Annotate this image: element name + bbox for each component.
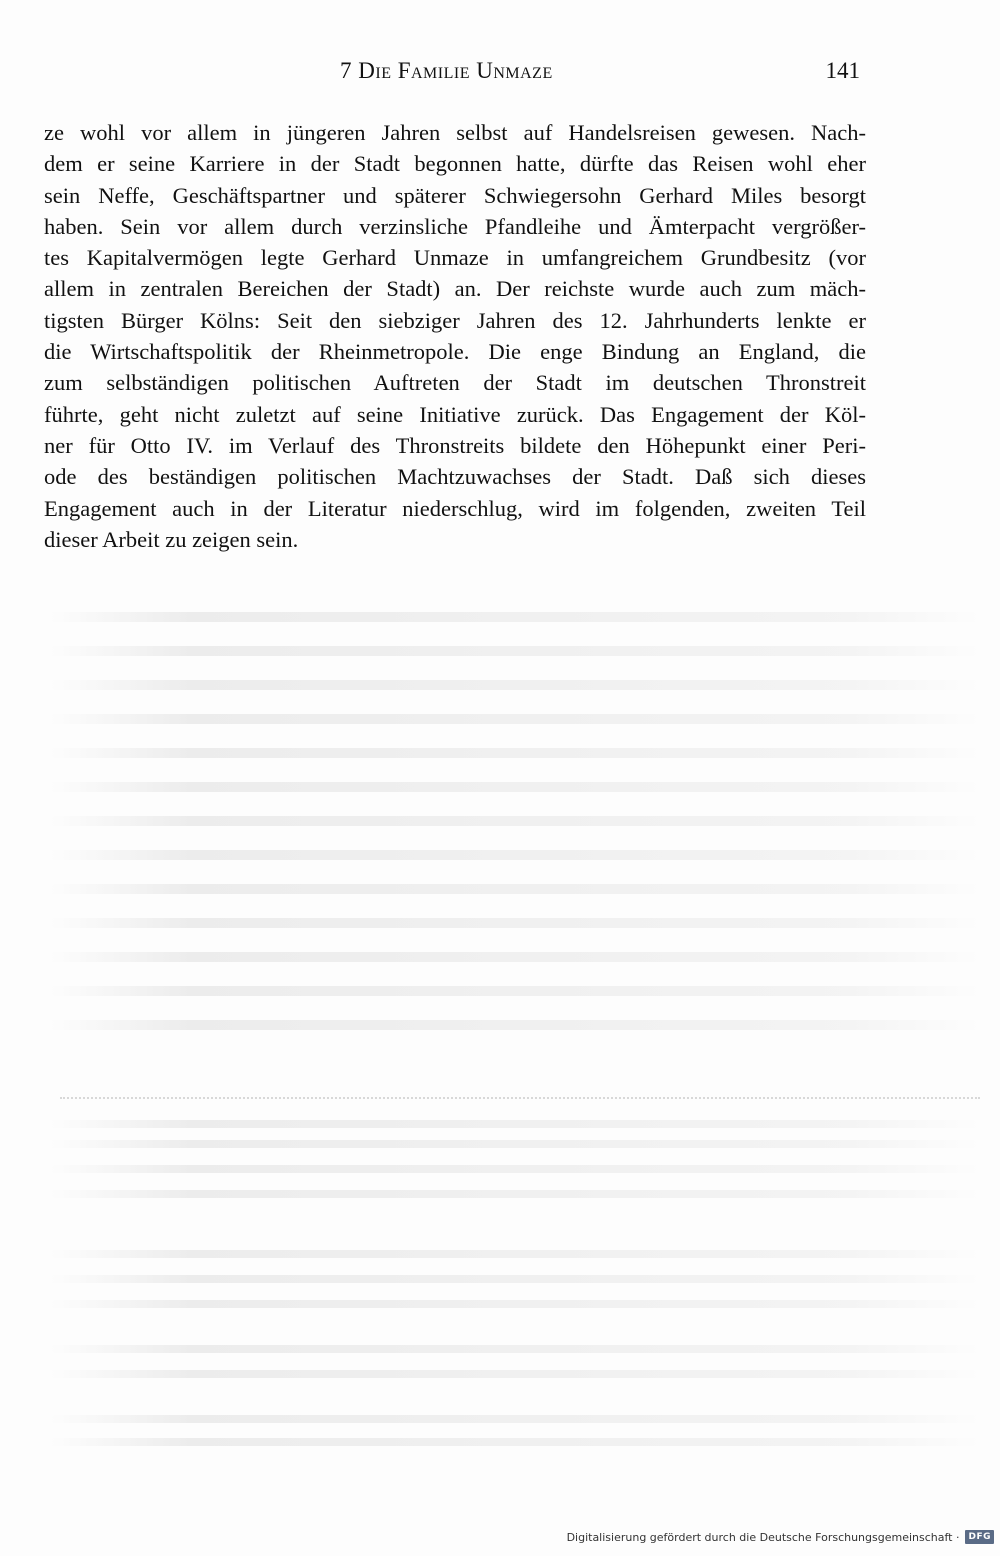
text-line: allem in zentralen Bereichen der Stadt) an. Der reichste wurde auch zum mäch- <box>44 276 866 302</box>
text-line: Engagement auch in der Literatur niederschlug, wird im folgenden, zweiten Teil <box>44 495 866 521</box>
running-title: 7 Die Familie Unmaze <box>340 58 553 83</box>
show-through-line <box>50 850 980 860</box>
text-line: sein Neffe, Geschäftspartner und späterer Schwiegersohn Gerhard Miles besorgt <box>44 182 866 208</box>
show-through-line <box>50 816 980 826</box>
show-through-line <box>50 1300 980 1308</box>
page-number: 141 <box>825 58 860 83</box>
show-through-line <box>50 952 980 962</box>
show-through-line <box>50 1370 980 1378</box>
body-paragraph <box>44 117 866 555</box>
text-line: dieser Arbeit zu zeigen sein. <box>44 526 299 552</box>
show-through-line <box>50 918 980 928</box>
text-line: haben. Sein vor allem durch verzinsliche Pfandleihe und Ämterpacht vergrößer- <box>44 213 866 239</box>
show-through-line <box>50 1190 980 1198</box>
show-through-line <box>50 612 980 622</box>
show-through-rule <box>60 1097 980 1099</box>
show-through-line <box>50 1415 980 1423</box>
running-header <box>340 58 860 92</box>
text-line: ode des beständigen politischen Machtzuwachses der Stadt. Daß sich dieses <box>44 464 866 490</box>
show-through-line <box>50 782 980 792</box>
show-through-line <box>50 1020 980 1030</box>
dfg-logo-icon: DFG <box>965 1530 994 1544</box>
text-line: tes Kapitalvermögen legte Gerhard Unmaze in umfangreichem Grundbesitz (vor <box>44 245 866 271</box>
show-through-line <box>50 748 980 758</box>
show-through-line <box>50 680 980 690</box>
show-through-line <box>50 1438 980 1446</box>
credit-text: Digitalisierung gefördert durch die Deutsche Forschungsgemeinschaft · <box>566 1530 960 1544</box>
text-line: dem er seine Karriere in der Stadt begonnen hatte, dürfte das Reisen wohl eher <box>44 151 866 177</box>
show-through-line <box>50 1120 980 1128</box>
show-through-line <box>50 986 980 996</box>
show-through-line <box>50 1165 980 1173</box>
show-through-line <box>50 1250 980 1258</box>
text-line: ze wohl vor allem in jüngeren Jahren selbst auf Handelsreisen gewesen. Nach- <box>44 120 866 145</box>
show-through-line <box>50 646 980 656</box>
digitization-credit <box>567 1528 994 1546</box>
show-through-line <box>50 714 980 724</box>
text-line: tigsten Bürger Kölns: Seit den siebziger Jahren des 12. Jahrhunderts lenkte er <box>44 307 866 333</box>
text-line: führte, geht nicht zuletzt auf seine Initiative zurück. Das Engagement der Köl- <box>44 401 866 427</box>
show-through-line <box>50 1140 980 1148</box>
text-line: ner für Otto IV. im Verlauf des Thronstreits bildete den Höhepunkt einer Peri- <box>44 432 866 458</box>
show-through-line <box>50 1345 980 1353</box>
text-line: zum selbständigen politischen Auftreten der Stadt im deutschen Thronstreit <box>44 370 866 396</box>
show-through-line <box>50 884 980 894</box>
text-line: die Wirtschaftspolitik der Rheinmetropole. Die enge Bindung an England, die <box>44 339 866 365</box>
show-through-line <box>50 1275 980 1283</box>
